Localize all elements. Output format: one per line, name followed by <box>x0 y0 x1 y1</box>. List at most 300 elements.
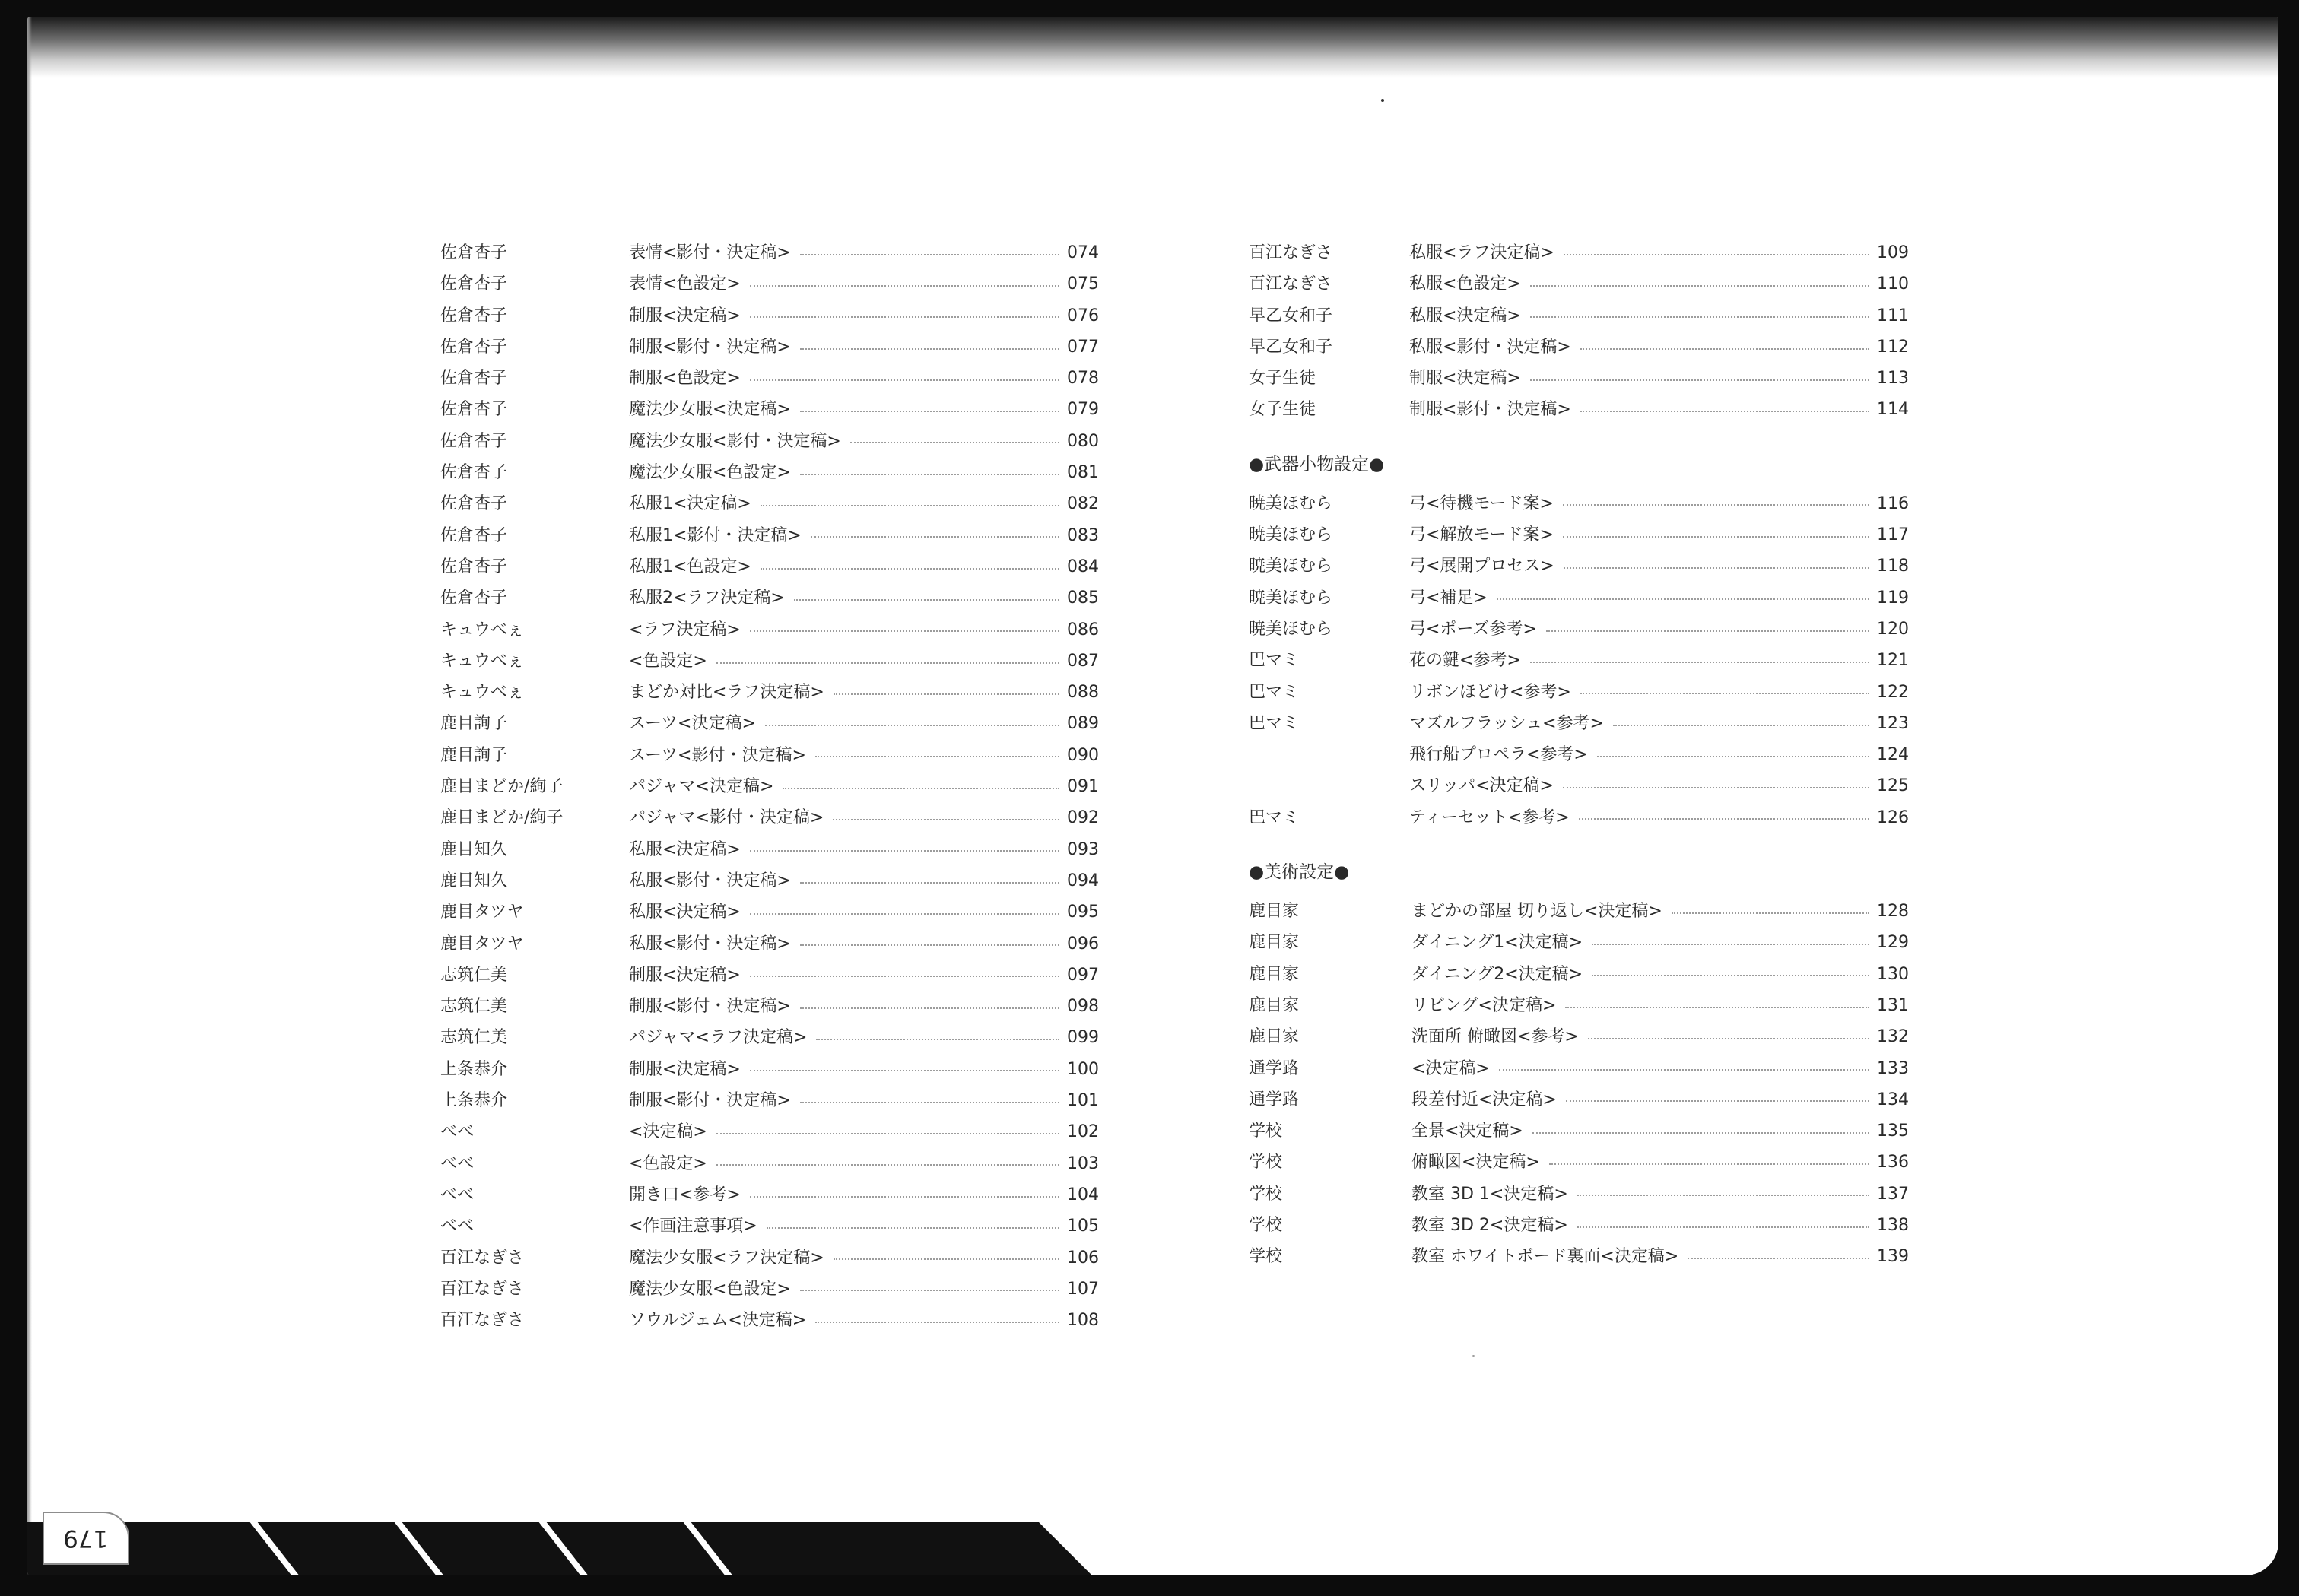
entry-page-number: 125 <box>1877 776 1909 796</box>
entry-character: 佐倉杏子 <box>440 337 508 357</box>
entry-page-number: 080 <box>1067 431 1099 451</box>
entry-character: 暁美ほむら <box>1249 588 1333 608</box>
index-entry <box>440 1179 1099 1210</box>
entry-title: <色設定> <box>629 1153 707 1173</box>
entry-title: スリッパ<決定稿> <box>1409 776 1554 796</box>
entry-title: 制服<決定稿> <box>1409 369 1521 389</box>
dot-leader <box>794 599 1059 601</box>
index-entry <box>1249 677 1909 708</box>
entry-page-number: 129 <box>1877 933 1909 953</box>
entry-character: 女子生徒 <box>1249 400 1316 420</box>
footer-stripe <box>250 1522 300 1575</box>
entry-page-number: 088 <box>1067 683 1099 703</box>
entry-title: 開き口<参考> <box>629 1185 741 1204</box>
entry-title: 教室 ホワイトボード裏面<決定稿> <box>1411 1247 1679 1267</box>
entry-line <box>629 1022 1099 1053</box>
entry-line <box>1411 896 1909 927</box>
entry-character: 佐倉杏子 <box>440 400 508 420</box>
entry-character: 佐倉杏子 <box>440 274 508 294</box>
entry-page-number: 104 <box>1067 1185 1099 1204</box>
index-entry <box>440 1054 1099 1085</box>
entry-line <box>1409 677 1909 708</box>
entry-page-number: 133 <box>1877 1058 1909 1078</box>
entry-title: 私服<決定稿> <box>1409 306 1521 325</box>
entry-character: キュウべぇ <box>440 683 525 703</box>
entry-character: 鹿目知久 <box>440 839 508 859</box>
dot-leader <box>834 1258 1059 1260</box>
dot-leader <box>833 819 1059 820</box>
index-entry <box>440 363 1099 394</box>
footer-stripe <box>395 1522 444 1575</box>
entry-line <box>629 1274 1099 1305</box>
entry-character: 佐倉杏子 <box>440 525 508 545</box>
entry-title: スーツ<決定稿> <box>629 714 756 734</box>
index-entry <box>440 426 1099 457</box>
entry-title: <色設定> <box>629 651 707 671</box>
entry-title: 制服<影付・決定稿> <box>629 337 791 357</box>
entry-line <box>629 614 1099 646</box>
entry-page-number: 108 <box>1067 1311 1099 1331</box>
entry-page-number: 084 <box>1067 557 1099 576</box>
index-entry <box>440 237 1099 268</box>
dot-leader <box>750 913 1059 915</box>
entry-line <box>1409 394 1909 425</box>
entry-character: 巴マミ <box>1249 808 1300 827</box>
entry-page-number: 102 <box>1067 1122 1099 1142</box>
entry-character: 巴マミ <box>1249 651 1300 671</box>
dot-leader <box>1613 725 1869 726</box>
index-entry <box>1249 1115 1909 1147</box>
dot-leader <box>750 1196 1059 1198</box>
index-entry <box>440 488 1099 519</box>
entry-line <box>1409 300 1909 332</box>
entry-character: 通学路 <box>1249 1058 1300 1078</box>
dot-leader <box>800 1007 1059 1009</box>
entry-character: べべ <box>440 1185 475 1204</box>
entry-line <box>629 268 1099 300</box>
entry-character: 鹿目まどか/絢子 <box>440 777 564 797</box>
section-heading: ●武器小物設定● <box>1249 454 1385 474</box>
entry-line <box>629 237 1099 268</box>
entry-character: 志筑仁美 <box>440 997 508 1017</box>
index-entry <box>1249 896 1909 927</box>
dot-leader <box>750 285 1059 287</box>
entry-line <box>1411 1021 1909 1052</box>
dot-leader <box>1532 1132 1869 1134</box>
index-entry <box>440 520 1099 551</box>
dot-leader <box>1688 1258 1869 1259</box>
entry-line <box>629 677 1099 708</box>
entry-page-number: 126 <box>1877 808 1909 827</box>
entry-page-number: 090 <box>1067 745 1099 765</box>
entry-title: 魔法少女服<色設定> <box>629 1279 791 1299</box>
entry-line <box>1411 1084 1909 1115</box>
dot-leader <box>1577 1226 1869 1228</box>
entry-character: 学校 <box>1249 1184 1283 1204</box>
index-entry <box>1249 268 1909 300</box>
entry-character: 暁美ほむら <box>1249 525 1333 545</box>
entry-page-number: 128 <box>1877 902 1909 922</box>
entry-page-number: 099 <box>1067 1028 1099 1048</box>
entry-character: 巴マミ <box>1249 713 1300 733</box>
index-entry <box>440 614 1099 646</box>
entry-page-number: 107 <box>1067 1279 1099 1299</box>
dot-leader <box>1530 379 1869 381</box>
entry-line <box>1409 645 1909 676</box>
entry-character: 上条恭介 <box>440 1059 508 1079</box>
index-entry <box>1249 708 1909 739</box>
entry-character: 百江なぎさ <box>1249 274 1333 294</box>
entry-line <box>1409 268 1909 300</box>
entry-line <box>629 928 1099 960</box>
entry-page-number: 100 <box>1067 1059 1099 1079</box>
entry-line <box>629 1054 1099 1085</box>
entry-line <box>1411 1053 1909 1084</box>
index-entry <box>440 582 1099 614</box>
entry-title: 飛行船プロペラ<参考> <box>1409 745 1588 765</box>
entry-line <box>629 865 1099 896</box>
section-heading: ●美術設定● <box>1249 862 1350 883</box>
dot-leader <box>750 316 1059 318</box>
entry-title: 弓<解放モード案> <box>1409 525 1554 545</box>
entry-title: 私服<決定稿> <box>629 903 741 922</box>
dot-leader <box>1564 567 1869 569</box>
entry-character: 学校 <box>1249 1216 1283 1236</box>
entry-title: まどかの部屋 切り返し<決定稿> <box>1411 902 1662 922</box>
dot-leader <box>1499 1069 1869 1071</box>
entry-title: <ラフ決定稿> <box>629 620 741 639</box>
index-entry <box>1249 551 1909 582</box>
entry-page-number: 094 <box>1067 871 1099 890</box>
entry-line <box>629 551 1099 582</box>
entry-line <box>629 1085 1099 1116</box>
dot-leader <box>1497 598 1869 600</box>
entry-character: 鹿目家 <box>1249 995 1300 1015</box>
dot-leader <box>1564 254 1869 255</box>
entry-page-number: 124 <box>1877 745 1909 765</box>
entry-page-number: 085 <box>1067 589 1099 608</box>
entry-page-number: 089 <box>1067 714 1099 734</box>
dot-leader <box>1579 818 1869 820</box>
entry-page-number: 087 <box>1067 651 1099 671</box>
entry-character: 学校 <box>1249 1122 1283 1141</box>
index-entry <box>1249 519 1909 551</box>
entry-page-number: 079 <box>1067 400 1099 420</box>
index-entry <box>440 332 1099 363</box>
index-entry <box>440 457 1099 488</box>
entry-title: 私服1<決定稿> <box>629 494 751 514</box>
entry-character: 鹿目家 <box>1249 1027 1300 1047</box>
dot-leader <box>716 1133 1059 1134</box>
entry-line <box>1409 708 1909 739</box>
entry-page-number: 101 <box>1067 1091 1099 1111</box>
index-entry <box>1249 1241 1909 1272</box>
index-entry <box>1249 1084 1909 1115</box>
index-entry <box>440 802 1099 833</box>
dot-leader <box>800 944 1059 946</box>
entry-page-number: 098 <box>1067 997 1099 1017</box>
entry-title: 制服<決定稿> <box>629 965 741 985</box>
entry-character: 佐倉杏子 <box>440 589 508 608</box>
entry-page-number: 092 <box>1067 808 1099 828</box>
dot-leader <box>1597 756 1869 757</box>
dot-leader <box>761 568 1059 570</box>
dot-leader <box>1580 411 1869 412</box>
index-entry <box>1249 300 1909 332</box>
book-page <box>27 17 2278 1575</box>
index-entry <box>440 677 1099 708</box>
entry-title: 表情<影付・決定稿> <box>629 243 791 262</box>
entry-title: 教室 3D 2<決定稿> <box>1411 1216 1568 1236</box>
entry-page-number: 132 <box>1877 1027 1909 1047</box>
scan-left-shadow <box>27 17 32 1575</box>
dot-leader <box>800 882 1059 884</box>
dot-leader <box>761 505 1059 506</box>
entry-line <box>1411 1147 1909 1178</box>
entry-line <box>1411 1210 1909 1241</box>
index-entry <box>440 771 1099 802</box>
dot-leader <box>800 411 1059 412</box>
entry-line <box>629 1305 1099 1336</box>
entry-line <box>1411 1179 1909 1210</box>
entry-page-number: 110 <box>1877 274 1909 294</box>
dot-leader <box>716 662 1059 664</box>
entry-page-number: 135 <box>1877 1122 1909 1141</box>
index-entry <box>1249 1053 1909 1084</box>
dot-leader <box>750 1070 1059 1071</box>
index-entry <box>1249 927 1909 958</box>
index-entry <box>1249 237 1909 268</box>
entry-page-number: 112 <box>1877 337 1909 357</box>
dot-leader <box>850 442 1059 443</box>
entry-line <box>629 488 1099 519</box>
entry-title: ティーセット<参考> <box>1409 808 1570 827</box>
entry-line <box>629 582 1099 614</box>
index-entry <box>1249 1210 1909 1241</box>
entry-page-number: 130 <box>1877 964 1909 984</box>
dot-leader <box>1565 1007 1869 1008</box>
entry-line <box>1411 1115 1909 1147</box>
entry-character: 鹿目家 <box>1249 964 1300 984</box>
entry-title: 私服<影付・決定稿> <box>1409 337 1571 357</box>
entry-character: 佐倉杏子 <box>440 463 508 483</box>
index-entry <box>440 1116 1099 1147</box>
index-entry <box>440 1274 1099 1305</box>
dot-leader <box>800 1102 1059 1103</box>
entry-title: 私服<決定稿> <box>629 839 741 859</box>
entry-character: 上条恭介 <box>440 1091 508 1111</box>
entry-line <box>629 1210 1099 1242</box>
entry-line <box>1409 770 1909 801</box>
index-entry <box>440 708 1099 739</box>
entry-title: スーツ<影付・決定稿> <box>629 745 806 765</box>
index-entry <box>440 991 1099 1022</box>
entry-line <box>629 363 1099 394</box>
dot-leader <box>1546 630 1869 632</box>
entry-character: 通学路 <box>1249 1090 1300 1109</box>
entry-title: 制服<影付・決定稿> <box>629 997 791 1017</box>
entry-character: 鹿目詢子 <box>440 714 508 734</box>
entry-character: 鹿目詢子 <box>440 745 508 765</box>
entry-line <box>1409 739 1909 770</box>
entry-character: 鹿目タツヤ <box>440 934 524 953</box>
dot-leader <box>815 1322 1059 1323</box>
entry-title: 魔法少女服<影付・決定稿> <box>629 431 841 451</box>
entry-title: 段差付近<決定稿> <box>1411 1090 1557 1109</box>
index-left-column <box>440 237 1099 1336</box>
index-entry <box>1249 614 1909 645</box>
entry-line <box>629 520 1099 551</box>
index-right-column <box>1249 237 1909 1273</box>
entry-character: キュウべぇ <box>440 651 525 671</box>
entry-line <box>1409 519 1909 551</box>
entry-page-number: 091 <box>1067 777 1099 797</box>
dot-leader <box>750 850 1059 852</box>
entry-page-number: 086 <box>1067 620 1099 639</box>
entry-title: 弓<ポーズ参考> <box>1409 619 1537 639</box>
entry-title: まどか対比<ラフ決定稿> <box>629 683 824 703</box>
entry-character: 暁美ほむら <box>1249 493 1333 513</box>
index-entry <box>440 960 1099 991</box>
scan-top-shadow <box>27 17 2278 78</box>
entry-title: 魔法少女服<ラフ決定稿> <box>629 1248 824 1268</box>
entry-line <box>1411 1241 1909 1272</box>
entry-page-number: 095 <box>1067 903 1099 922</box>
index-entry <box>440 1210 1099 1242</box>
entry-line <box>1411 927 1909 958</box>
entry-page-number: 083 <box>1067 525 1099 545</box>
entry-character: 百江なぎさ <box>440 1279 525 1299</box>
entry-title: 表情<色設定> <box>629 274 741 294</box>
entry-character: べべ <box>440 1153 475 1173</box>
entry-page-number: 122 <box>1877 682 1909 702</box>
entry-page-number: 118 <box>1877 557 1909 576</box>
entry-character: 女子生徒 <box>1249 369 1316 389</box>
entry-line <box>629 646 1099 677</box>
dot-leader <box>834 693 1059 695</box>
entry-line <box>629 802 1099 833</box>
entry-page-number: 093 <box>1067 839 1099 859</box>
entry-page-number: 074 <box>1067 243 1099 262</box>
entry-character: 佐倉杏子 <box>440 243 508 262</box>
entry-line <box>629 960 1099 991</box>
dot-leader <box>1592 944 1869 945</box>
entry-line <box>629 300 1099 332</box>
entry-page-number: 105 <box>1067 1217 1099 1236</box>
index-entry <box>1249 990 1909 1021</box>
dot-leader <box>1530 316 1869 318</box>
entry-character: 佐倉杏子 <box>440 369 508 389</box>
entry-character: 暁美ほむら <box>1249 619 1333 639</box>
index-entry <box>440 1305 1099 1336</box>
entry-line <box>629 394 1099 425</box>
entry-title: 俯瞰図<決定稿> <box>1411 1153 1540 1172</box>
footer-stripe <box>539 1522 589 1575</box>
entry-page-number: 111 <box>1877 306 1909 325</box>
entry-title: パジャマ<影付・決定稿> <box>629 808 824 828</box>
entry-character: 百江なぎさ <box>440 1311 525 1331</box>
entry-page-number: 075 <box>1067 274 1099 294</box>
index-entry <box>1249 1147 1909 1178</box>
dot-leader <box>811 536 1059 538</box>
entry-line <box>1409 551 1909 582</box>
entry-title: 制服<影付・決定稿> <box>1409 400 1571 420</box>
entry-page-number: 097 <box>1067 965 1099 985</box>
entry-title: 洗面所 俯瞰図<参考> <box>1411 1027 1579 1047</box>
entry-character: 鹿目タツヤ <box>440 903 524 922</box>
index-entry <box>1249 959 1909 990</box>
entry-character: 鹿目知久 <box>440 871 508 890</box>
dot-leader <box>800 474 1059 475</box>
dot-leader <box>1530 285 1869 287</box>
index-entry <box>440 1242 1099 1274</box>
entry-line <box>629 771 1099 802</box>
entry-character: 早乙女和子 <box>1249 306 1333 325</box>
entry-line <box>629 332 1099 363</box>
entry-page-number: 137 <box>1877 1184 1909 1204</box>
entry-page-number: 116 <box>1877 493 1909 513</box>
entry-character: 百江なぎさ <box>440 1248 525 1268</box>
entry-page-number: 113 <box>1877 369 1909 389</box>
index-entry <box>1249 363 1909 394</box>
entry-page-number: 076 <box>1067 306 1099 325</box>
dot-leader <box>1592 975 1869 976</box>
entry-title: 私服<影付・決定稿> <box>629 934 791 953</box>
entry-line <box>1409 332 1909 363</box>
entry-title: 魔法少女服<決定稿> <box>629 400 791 420</box>
entry-page-number: 103 <box>1067 1153 1099 1173</box>
entry-title: 私服1<色設定> <box>629 557 751 576</box>
dot-leader <box>816 1039 1059 1040</box>
index-entry <box>1249 394 1909 425</box>
index-entry <box>1249 582 1909 614</box>
entry-character: 志筑仁美 <box>440 965 508 985</box>
entry-title: <作画注意事項> <box>629 1217 757 1236</box>
dot-leader <box>800 254 1059 255</box>
index-entry <box>440 646 1099 677</box>
entry-character: 百江なぎさ <box>1249 243 1333 262</box>
page-footer-band <box>27 1522 1092 1575</box>
entry-character: 巴マミ <box>1249 682 1300 702</box>
dot-leader <box>800 348 1059 350</box>
dot-leader <box>1563 504 1869 506</box>
entry-title: 私服2<ラフ決定稿> <box>629 589 785 608</box>
entry-character: キュウべぇ <box>440 620 525 639</box>
index-entry <box>1249 802 1909 833</box>
index-entry <box>440 928 1099 960</box>
entry-title: 教室 3D 1<決定稿> <box>1411 1184 1568 1204</box>
dot-leader <box>767 1227 1059 1229</box>
entry-title: ダイニング1<決定稿> <box>1411 933 1583 953</box>
index-entry <box>440 865 1099 896</box>
entry-title: 弓<待機モード案> <box>1409 493 1554 513</box>
entry-line <box>1409 363 1909 394</box>
entry-line <box>1409 237 1909 268</box>
entry-page-number: 082 <box>1067 494 1099 514</box>
entry-line <box>1409 802 1909 833</box>
entry-character: べべ <box>440 1217 475 1236</box>
entry-character: 佐倉杏子 <box>440 306 508 325</box>
entry-title: 私服<ラフ決定稿> <box>1409 243 1554 262</box>
entry-character: 佐倉杏子 <box>440 431 508 451</box>
entry-page-number: 131 <box>1877 995 1909 1015</box>
entry-line <box>1409 488 1909 519</box>
entry-character: 鹿目家 <box>1249 902 1300 922</box>
entry-line <box>629 457 1099 488</box>
entry-title: 制服<影付・決定稿> <box>629 1091 791 1111</box>
entry-title: 私服<影付・決定稿> <box>629 871 791 890</box>
entry-page-number: 121 <box>1877 651 1909 671</box>
